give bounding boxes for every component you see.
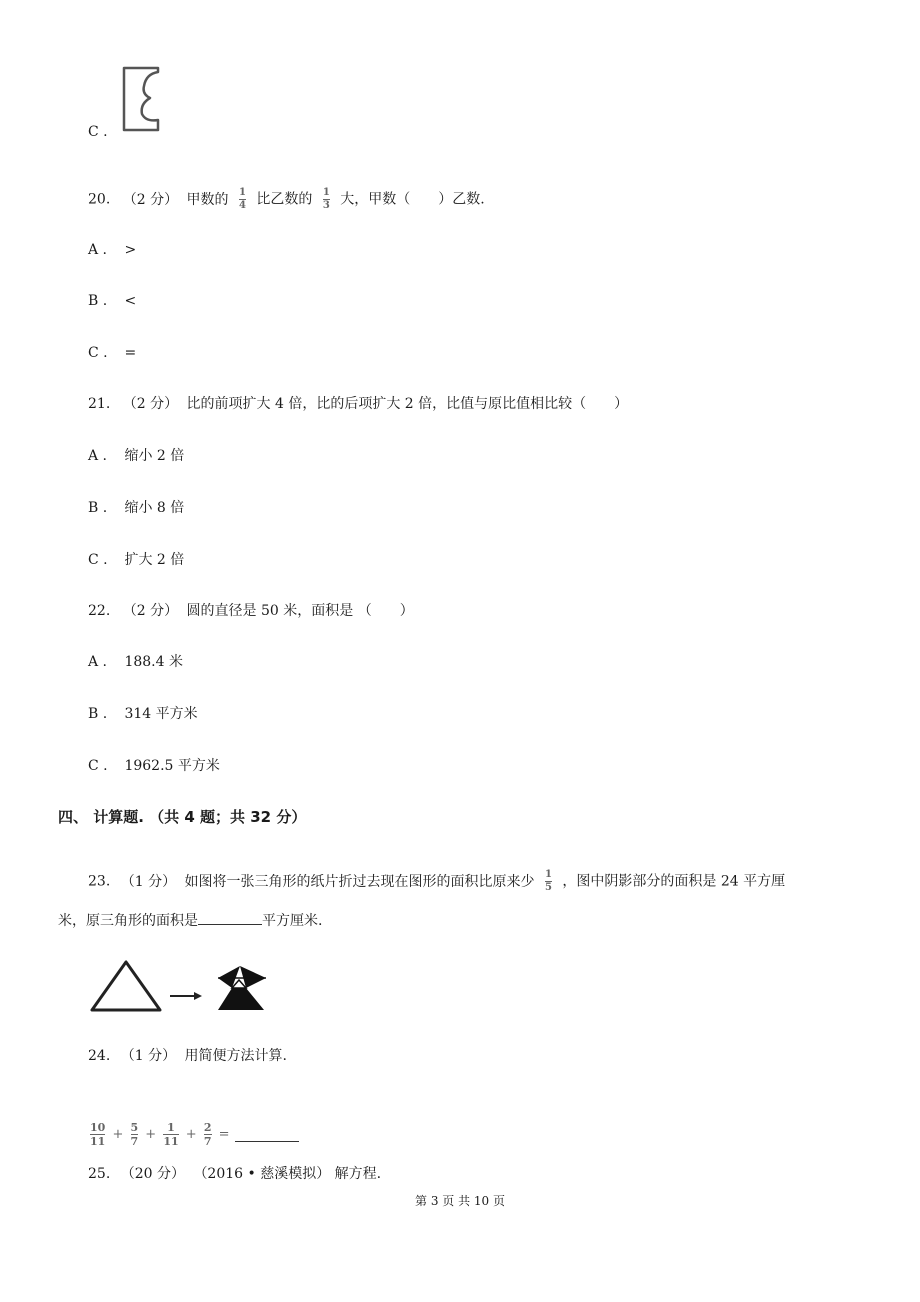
page-footer: 第 3 页 共 10 页 — [415, 1194, 505, 1208]
question-number: 25. — [88, 1166, 111, 1182]
question-text-part2: ，图中阴影部分的面积是 24 平方厘 — [562, 873, 786, 890]
fraction: $\frac{1}{11}$ — [163, 1121, 179, 1148]
option-letter: C . — [88, 345, 108, 361]
question-text: 比的前项扩大 4 倍，比的后项扩大 2 倍，比值与原比值相比较（ ） — [186, 396, 629, 412]
option-c-shape-image — [118, 64, 166, 134]
question-score: （2 分） — [122, 396, 179, 412]
question-text-part3: 大，甲数（ ）乙数. — [340, 191, 485, 208]
question-20 — [88, 188, 485, 211]
plus-sign: + — [145, 1127, 157, 1142]
fraction: $\frac{2}{7}$ — [203, 1121, 212, 1148]
option-letter: C . — [88, 552, 108, 568]
question-text-line2b: 平方厘米. — [262, 913, 323, 929]
question-text: （2016 • 慈溪模拟） 解方程. — [193, 1166, 382, 1182]
question-number: 21. — [88, 396, 111, 412]
triangle-fold-diagram — [86, 956, 276, 1016]
option-text: 314 平方米 — [124, 706, 198, 722]
option-letter: A . — [88, 654, 108, 670]
question-score: （1 分） — [120, 1048, 177, 1064]
question-text-line2a: 米，原三角形的面积是 — [58, 913, 198, 929]
question-score: （1 分） — [120, 873, 177, 890]
question-text-part2: 比乙数的 — [256, 191, 313, 208]
option-text: 188.4 米 — [124, 654, 183, 670]
option-text: 缩小 2 倍 — [124, 448, 185, 464]
calculation-expression — [88, 1122, 299, 1147]
option-text: 1962.5 平方米 — [124, 758, 220, 774]
option-c-top — [88, 122, 108, 142]
option-text: 缩小 8 倍 — [124, 500, 185, 516]
option-letter: C . — [88, 124, 108, 140]
option-c — [88, 343, 136, 363]
option-letter: C . — [88, 758, 108, 774]
question-number: 20. — [88, 191, 111, 208]
option-a — [88, 652, 183, 672]
question-24 — [88, 1046, 287, 1066]
fraction: $\frac{5}{7}$ — [130, 1121, 139, 1148]
question-25 — [88, 1164, 381, 1184]
option-c — [88, 550, 184, 570]
question-22 — [88, 601, 414, 621]
question-number: 22. — [88, 603, 111, 619]
answer-blank[interactable] — [235, 1127, 299, 1142]
question-23-line2 — [58, 910, 322, 931]
fraction-one-fifth: $\frac{1}{5}$ — [544, 869, 552, 893]
option-text: = — [124, 345, 137, 361]
option-a — [88, 446, 184, 466]
plus-sign: + — [185, 1127, 197, 1142]
option-letter: B . — [88, 500, 108, 516]
option-letter: B . — [88, 706, 108, 722]
question-number: 23. — [88, 873, 111, 890]
option-c — [88, 756, 220, 776]
option-text: < — [124, 293, 137, 309]
option-b — [88, 704, 198, 724]
question-score: （2 分） — [122, 191, 179, 208]
question-text-part1: 甲数的 — [186, 191, 229, 208]
option-b — [88, 291, 136, 311]
question-text-part1: 如图将一张三角形的纸片折过去现在图形的面积比原来少 — [184, 873, 535, 890]
section-heading: 四、 计算题. （共 4 题；共 32 分） — [58, 808, 307, 826]
question-number: 24. — [88, 1048, 111, 1064]
fraction-one-quarter: $\frac{1}{4}$ — [238, 187, 246, 211]
fraction: $\frac{10}{11}$ — [90, 1121, 106, 1148]
option-letter: A . — [88, 448, 108, 464]
answer-blank[interactable] — [198, 910, 262, 925]
plus-sign: + — [112, 1127, 124, 1142]
option-text: 扩大 2 倍 — [124, 552, 185, 568]
fraction-one-third: $\frac{1}{3}$ — [322, 187, 330, 211]
question-23 — [88, 870, 785, 893]
equals-sign: = — [218, 1127, 230, 1142]
option-text: > — [124, 242, 137, 258]
question-text: 用简便方法计算. — [184, 1048, 287, 1064]
option-letter: B . — [88, 293, 108, 309]
option-a — [88, 240, 136, 260]
question-score: （2 分） — [122, 603, 179, 619]
question-score: （20 分） — [120, 1166, 185, 1182]
question-text: 圆的直径是 50 米，面积是 （ ） — [186, 603, 414, 619]
option-letter: A . — [88, 242, 108, 258]
option-b — [88, 498, 184, 518]
question-21 — [88, 394, 628, 414]
